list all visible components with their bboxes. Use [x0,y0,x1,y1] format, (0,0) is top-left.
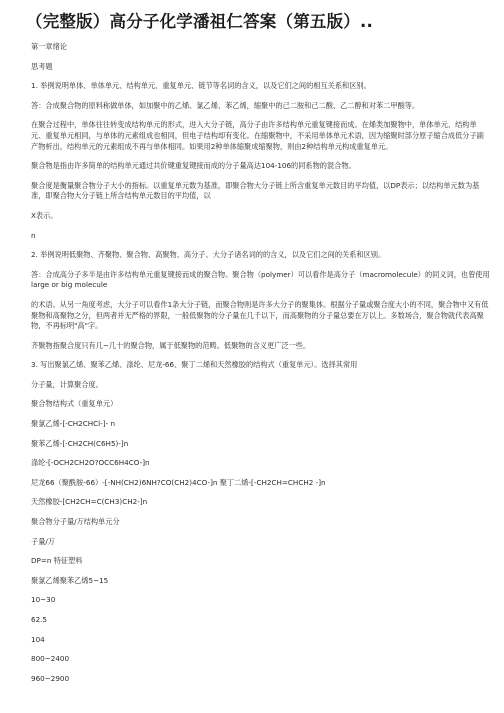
table-row-label: 聚氯乙烯聚苯乙烯5~15 [31,575,109,585]
question-3-continuation: 分子量，计算聚合度。 [31,379,103,389]
degree-of-polymerization-paragraph: 聚合度是衡量聚合物分子大小的指标。以重复单元数为基准，即聚合物大分子链上所含重复单元数目的平均值，以DP表示；以结构单元数为基准，即聚合物大分子链上所含结构单元数目的平均值，以 [31,180,480,201]
subscript-n: n [31,230,36,240]
question-3: 3. 写出聚氯乙烯、聚苯乙烯、涤纶、尼龙-66、聚丁二烯和天然橡胶的结构式（重复单元）。选择其常用 [31,360,358,370]
pvc-structure: 聚氯乙烯-[-CH2CHCl-]- n [31,419,116,429]
pet-structure: 涤纶-[-OCH2CH2O?OCC6H4CO-]n [31,458,150,468]
table-value: 10~30 [31,595,56,605]
document-title: （完整版）高分子化学潘祖仁答案（第五版）.. [26,12,373,31]
answer-1-paragraph: 在聚合过程中，单体往往转变成结构单元的形式，进入大分子链，高分子由许多结构单元重复键接而成。在烯类加聚物中，单体单元、结构单元、重复单元相同，与单体的元素组成也相同，但电子结构却有变化。在缩聚物中，不采用单体单元术语，因为缩聚时部分原子缩合成低分子副产物析出，结构单元的元素组成不再与单体相同。如果用2种单体缩聚成缩聚物，则由2种结构单元构成重复单元。 [31,120,484,151]
table-header-1: 聚合物分子量/万结构单元分 [31,517,120,527]
table-value: 800~2400 [31,654,70,664]
table-header-2: 子量/万 [31,536,55,546]
table-value: 960~2900 [31,673,70,683]
question-2: 2. 举例说明低聚物、齐聚物、聚合物、高聚物、高分子、大分子诸名词的的含义，以及它们之间的关系和区别。 [31,250,386,260]
structure-heading: 聚合物结构式（重复单元） [31,399,118,409]
natural-rubber-structure: 天然橡胶-[CH2CH=C(CH3)CH2-]n [31,497,148,507]
table-value: 62.5 [31,615,48,624]
ps-structure: 聚苯乙烯-[-CH2CH(C6H5)-]n [31,438,129,448]
oligomer-definition: 齐聚物指聚合度只有几~几十的聚合物，属于低聚物的范畴。低聚物的含义更广泛一些。 [31,340,311,350]
section-heading: 思考题 [31,61,53,71]
table-value: 104 [31,634,45,644]
table-header-3: DP=n 特征塑料 [31,556,83,566]
answer-1-intro: 答：合成聚合物的原料称做单体，如加聚中的乙烯、氯乙烯、苯乙烯，缩聚中的己二胺和己二酸、乙二醇和对苯二甲酸等。 [31,100,420,110]
answer-2-continuation: 的术语。从另一角度考虑，大分子可以看作1条大分子链，而聚合物则是许多大分子的聚集体。根据分子量或聚合度大小的不同，聚合物中又有低聚物和高聚物之分，但两者并无严格的界限，一般低聚物的分子量在几千以下，而高聚物的分子量总要在万以上。多数场合，聚合物就代表高聚物，不再标明"高"字。 [31,299,489,331]
chapter-heading: 第一章绪论 [31,42,67,51]
xn-label: X表示。 [31,210,58,220]
question-1: 1. 举例说明单体、单体单元、结构单元、重复单元、链节等名词的含义，以及它们之间的相互关系和区别。 [31,81,371,91]
nylon-structure: 尼龙66（聚酰胺-66）-[-NH(CH2)6NH?CO(CH2)4CO-]n 聚丁二烯-[-CH2CH=CHCH2 -]n [31,477,326,487]
polymer-definition: 聚合物是指由许多简单的结构单元通过共价键重复键接而成的分子量高达104-106的同系物的混合物。 [31,161,356,171]
answer-2-paragraph: 答：合成高分子多半是由许多结构单元重复键接而成的聚合物。聚合物（polymer）可以看作是高分子（macromolecule）的同义词，也曾使用large or big molecule [31,269,490,290]
